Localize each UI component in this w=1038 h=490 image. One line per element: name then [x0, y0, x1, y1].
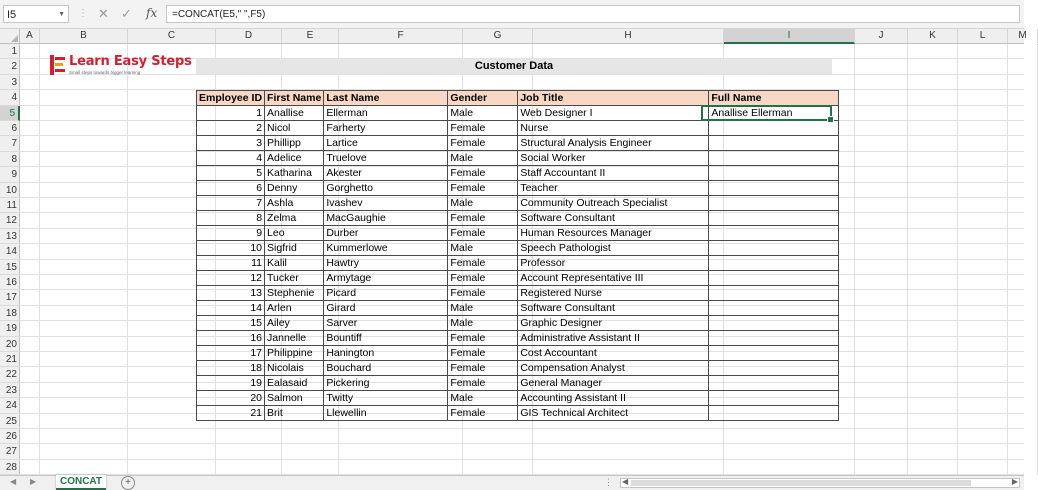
table-header-cell[interactable]: Job Title	[518, 91, 709, 106]
sheet-title[interactable]: Customer Data	[196, 59, 832, 74]
scroll-tabs-left-icon[interactable]: ◀	[10, 477, 17, 486]
table-cell[interactable]	[709, 241, 839, 256]
table-row	[197, 346, 839, 361]
table-cell[interactable]: Registered Nurse	[518, 286, 709, 301]
table-cell[interactable]: 16	[197, 331, 265, 346]
gridline	[20, 443, 1024, 444]
table-cell[interactable]: Compensation Analyst	[518, 361, 709, 376]
table-cell[interactable]: Bountiff	[324, 331, 448, 346]
table-cell[interactable]	[709, 181, 839, 196]
logo-icon	[50, 55, 65, 75]
table-cell[interactable]: Phillipp	[265, 136, 324, 151]
table-row	[197, 136, 839, 151]
table-cell[interactable]: 11	[197, 256, 265, 271]
table-header-cell[interactable]: Last Name	[324, 91, 448, 106]
row-header-27[interactable]: 27	[0, 444, 20, 459]
add-sheet-icon[interactable]: +	[121, 476, 135, 490]
insert-function-button[interactable]: fx	[146, 6, 158, 20]
row-header-10[interactable]: 10	[0, 183, 20, 198]
column-header-k[interactable]: K	[908, 29, 958, 43]
table-cell[interactable]: Zelma	[265, 211, 324, 226]
table-header-cell[interactable]: First Name	[265, 91, 324, 106]
table-cell[interactable]: 10	[197, 241, 265, 256]
horizontal-scrollbar[interactable]	[620, 478, 1020, 488]
table-cell[interactable]: 17	[197, 346, 265, 361]
column-header-i[interactable]: I	[724, 29, 855, 44]
table-cell[interactable]: GIS Technical Architect	[518, 406, 709, 421]
table-cell[interactable]	[709, 346, 839, 361]
table-cell[interactable]	[709, 301, 839, 316]
table-cell[interactable]: Ealasaid	[265, 376, 324, 391]
table-cell[interactable]: Ellerman	[324, 106, 448, 121]
table-cell[interactable]: Gorghetto	[324, 181, 448, 196]
table-cell[interactable]: Adelice	[265, 151, 324, 166]
table-cell[interactable]: Leo	[265, 226, 324, 241]
row-header-19[interactable]: 19	[0, 321, 20, 336]
table-cell[interactable]: Male	[448, 301, 518, 316]
sheet-tab-concat[interactable]: CONCAT	[56, 475, 106, 490]
table-cell[interactable]	[709, 196, 839, 211]
table-cell[interactable]	[709, 286, 839, 301]
table-header-cell[interactable]: Full Name	[709, 91, 839, 106]
table-cell[interactable]: Human Resources Manager	[518, 226, 709, 241]
table-cell[interactable]	[709, 271, 839, 286]
table-cell[interactable]: Male	[448, 391, 518, 406]
table-cell[interactable]: Female	[448, 271, 518, 286]
row-header-14[interactable]: 14	[0, 244, 20, 259]
table-cell[interactable]	[709, 256, 839, 271]
table-cell[interactable]: 20	[197, 391, 265, 406]
row-header-23[interactable]: 23	[0, 383, 20, 398]
table-cell[interactable]: Female	[448, 136, 518, 151]
table-cell[interactable]: Akester	[324, 166, 448, 181]
table-cell[interactable]	[709, 331, 839, 346]
column-header-a[interactable]: A	[20, 29, 40, 43]
table-cell[interactable]: Male	[448, 106, 518, 121]
table-cell[interactable]: Female	[448, 121, 518, 136]
table-row	[197, 241, 839, 256]
select-all-button[interactable]	[0, 29, 20, 43]
table-cell[interactable]: Denny	[265, 181, 324, 196]
formula-bar-separator-icon: ⋮	[78, 8, 88, 19]
table-cell[interactable]: Truelove	[324, 151, 448, 166]
table-cell[interactable]: Web Designer I	[518, 106, 709, 121]
column-header-f[interactable]: F	[339, 29, 463, 43]
table-cell[interactable]: 4	[197, 151, 265, 166]
table-cell[interactable]	[709, 376, 839, 391]
row-header-25[interactable]: 25	[0, 414, 20, 429]
table-cell[interactable]: Structural Analysis Engineer	[518, 136, 709, 151]
table-cell[interactable]: Female	[448, 346, 518, 361]
column-header-c[interactable]: C	[128, 29, 216, 43]
logo-tagline: Small steps towards bigger learning	[69, 70, 141, 75]
table-cell[interactable]: Community Outreach Specialist	[518, 196, 709, 211]
row-header-18[interactable]: 18	[0, 306, 20, 321]
row-header-5[interactable]: 5	[0, 106, 20, 121]
table-cell[interactable]	[709, 136, 839, 151]
table-cell[interactable]: Female	[448, 166, 518, 181]
table-cell[interactable]: Male	[448, 196, 518, 211]
table-row	[197, 271, 839, 286]
table-cell[interactable]: Katharina	[265, 166, 324, 181]
table-cell[interactable]: Salmon	[265, 391, 324, 406]
table-cell[interactable]: 18	[197, 361, 265, 376]
table-cell[interactable]	[709, 391, 839, 406]
table-cell[interactable]: 21	[197, 406, 265, 421]
table-row	[197, 391, 839, 406]
table-cell[interactable]: Philippine	[265, 346, 324, 361]
column-header-b[interactable]: B	[40, 29, 128, 43]
table-cell[interactable]: 1	[197, 106, 265, 121]
table-cell[interactable]: Female	[448, 226, 518, 241]
table-cell[interactable]	[709, 226, 839, 241]
table-cell[interactable]: Sarver	[324, 316, 448, 331]
table-cell[interactable]: Jannelle	[265, 331, 324, 346]
table-cell[interactable]: 6	[197, 181, 265, 196]
name-box-dropdown-icon[interactable]: ▼	[58, 11, 65, 18]
table-row	[197, 376, 839, 391]
table-cell[interactable]: Sigfrid	[265, 241, 324, 256]
sheet-tab-bar	[0, 475, 1024, 490]
table-cell[interactable]: Software Consultant	[518, 301, 709, 316]
column-header-l[interactable]: L	[958, 29, 1008, 43]
table-row	[197, 211, 839, 226]
table-cell[interactable]: Male	[448, 241, 518, 256]
row-header-8[interactable]: 8	[0, 152, 20, 167]
table-cell[interactable]: Professor	[518, 256, 709, 271]
row-header-1[interactable]: 1	[0, 44, 20, 59]
table-cell[interactable]: Graphic Designer	[518, 316, 709, 331]
row-header-13[interactable]: 13	[0, 229, 20, 244]
column-headers	[0, 29, 1027, 44]
table-cell[interactable]: Speech Pathologist	[518, 241, 709, 256]
table-row	[197, 151, 839, 166]
row-header-3[interactable]: 3	[0, 75, 20, 90]
row-header-12[interactable]: 12	[0, 213, 20, 228]
row-header-11[interactable]: 11	[0, 198, 20, 213]
table-cell[interactable]: Ivashev	[324, 196, 448, 211]
table-cell[interactable]: Kalil	[265, 256, 324, 271]
row-header-28[interactable]: 28	[0, 460, 20, 475]
row-header-21[interactable]: 21	[0, 352, 20, 367]
scroll-tabs-right-icon[interactable]: ▶	[30, 477, 37, 486]
row-header-17[interactable]: 17	[0, 290, 20, 305]
table-cell[interactable]: Female	[448, 256, 518, 271]
table-cell[interactable]: 14	[197, 301, 265, 316]
table-row	[197, 196, 839, 211]
table-row	[197, 406, 839, 421]
table-cell[interactable]: 7	[197, 196, 265, 211]
table-cell[interactable]	[709, 361, 839, 376]
column-header-e[interactable]: E	[282, 29, 339, 43]
table-cell[interactable]	[709, 166, 839, 181]
table-cell[interactable]: Ashla	[265, 196, 324, 211]
row-header-6[interactable]: 6	[0, 121, 20, 136]
formula-input[interactable]: =CONCAT(E5," ",F5)	[166, 5, 1020, 23]
table-cell[interactable]: 19	[197, 376, 265, 391]
table-cell[interactable]: 12	[197, 271, 265, 286]
table-cell[interactable]: Staff Accountant II	[518, 166, 709, 181]
table-cell[interactable]: Llewellin	[324, 406, 448, 421]
table-cell[interactable]: Ailey	[265, 316, 324, 331]
formula-bar	[0, 0, 1024, 29]
table-header-cell[interactable]: Employee ID	[197, 91, 265, 106]
scroll-right-icon[interactable]: ▶	[1011, 477, 1018, 486]
table-cell[interactable]: MacGaughie	[324, 211, 448, 226]
table-row	[197, 361, 839, 376]
table-cell[interactable]: Female	[448, 211, 518, 226]
table-cell[interactable]: Female	[448, 286, 518, 301]
row-header-24[interactable]: 24	[0, 398, 20, 413]
table-cell[interactable]: Brit	[265, 406, 324, 421]
worksheet-grid[interactable]	[20, 44, 1024, 475]
gridline	[957, 44, 958, 475]
table-cell[interactable]: Male	[448, 151, 518, 166]
table-cell[interactable]: Social Worker	[518, 151, 709, 166]
table-cell[interactable]: Stephenie	[265, 286, 324, 301]
row-header-16[interactable]: 16	[0, 275, 20, 290]
gridline	[20, 428, 1024, 429]
table-cell[interactable]: Administrative Assistant II	[518, 331, 709, 346]
row-header-7[interactable]: 7	[0, 136, 20, 151]
table-cell[interactable]: Twitty	[324, 391, 448, 406]
table-cell[interactable]: Armytage	[324, 271, 448, 286]
name-box-value: I5	[7, 9, 17, 21]
table-row	[197, 106, 839, 121]
table-cell[interactable]: Male	[448, 316, 518, 331]
table-cell[interactable]	[709, 151, 839, 166]
column-header-g[interactable]: G	[463, 29, 533, 43]
table-cell[interactable]: Durber	[324, 226, 448, 241]
row-header-4[interactable]: 4	[0, 90, 20, 105]
row-header-26[interactable]: 26	[0, 429, 20, 444]
name-box[interactable]	[3, 5, 69, 23]
table-cell[interactable]: Farherty	[324, 121, 448, 136]
row-headers	[0, 44, 20, 475]
column-header-j[interactable]: J	[855, 29, 908, 43]
table-cell[interactable]: 15	[197, 316, 265, 331]
gridline	[907, 44, 908, 475]
table-row	[197, 166, 839, 181]
table-row	[197, 301, 839, 316]
table-cell[interactable]: Lartice	[324, 136, 448, 151]
row-header-20[interactable]: 20	[0, 337, 20, 352]
table-row	[197, 256, 839, 271]
enter-icon[interactable]: ✓	[121, 6, 132, 21]
table-cell[interactable]: Anallise	[265, 106, 324, 121]
table-cell[interactable]: Nicol	[265, 121, 324, 136]
table-cell[interactable]: Teacher	[518, 181, 709, 196]
row-header-15[interactable]: 15	[0, 260, 20, 275]
table-cell[interactable]: Account Representative III	[518, 271, 709, 286]
table-cell[interactable]: Software Consultant	[518, 211, 709, 226]
table-header-cell[interactable]: Gender	[448, 91, 518, 106]
table-cell[interactable]: Nicolais	[265, 361, 324, 376]
table-cell[interactable]: Arlen	[265, 301, 324, 316]
column-header-h[interactable]: H	[533, 29, 724, 43]
table-cell[interactable]: Female	[448, 406, 518, 421]
table-row	[197, 121, 839, 136]
table-row	[197, 331, 839, 346]
table-cell[interactable]: Picard	[324, 286, 448, 301]
gridline	[20, 459, 1024, 460]
table-cell[interactable]: Female	[448, 331, 518, 346]
tab-split-handle-icon[interactable]: ⋮	[604, 477, 613, 487]
table-cell[interactable]: Accounting Assistant II	[518, 391, 709, 406]
scrollbar-thumb[interactable]	[631, 480, 971, 486]
table-row	[197, 226, 839, 241]
column-header-d[interactable]: D	[216, 29, 282, 43]
cancel-icon[interactable]: ✕	[98, 6, 109, 21]
table-cell[interactable]: Hanington	[324, 346, 448, 361]
row-header-2[interactable]: 2	[0, 59, 20, 74]
gridline	[1007, 44, 1008, 475]
table-cell[interactable]	[709, 316, 839, 331]
table-cell[interactable]: Anallise Ellerman	[709, 106, 839, 121]
table-cell[interactable]	[709, 406, 839, 421]
table-cell[interactable]: 8	[197, 211, 265, 226]
table-row	[197, 316, 839, 331]
table-cell[interactable]: Hawtry	[324, 256, 448, 271]
table-cell[interactable]: Female	[448, 181, 518, 196]
table-cell[interactable]: Female	[448, 361, 518, 376]
table-row	[197, 181, 839, 196]
table-cell[interactable]: Female	[448, 376, 518, 391]
table-cell[interactable]	[709, 211, 839, 226]
gridline	[39, 44, 40, 475]
table-cell[interactable]: Pickering	[324, 376, 448, 391]
gridline	[854, 44, 855, 475]
customer-data-table	[196, 90, 839, 421]
table-cell[interactable]: 3	[197, 136, 265, 151]
table-cell[interactable]: General Manager	[518, 376, 709, 391]
gridline	[127, 44, 128, 475]
table-cell[interactable]: 13	[197, 286, 265, 301]
row-header-22[interactable]: 22	[0, 367, 20, 382]
table-cell[interactable]: Cost Accountant	[518, 346, 709, 361]
table-cell[interactable]: Kummerlowe	[324, 241, 448, 256]
table-cell[interactable]: 5	[197, 166, 265, 181]
table-cell[interactable]: Bouchard	[324, 361, 448, 376]
table-cell[interactable]	[709, 121, 839, 136]
table-cell[interactable]: 9	[197, 226, 265, 241]
table-cell[interactable]: Girard	[324, 301, 448, 316]
column-header-m[interactable]: M	[1008, 29, 1038, 43]
table-row	[197, 286, 839, 301]
logo-title: Learn Easy Steps	[69, 54, 192, 69]
scroll-left-icon[interactable]: ◀	[622, 477, 629, 486]
learn-easy-steps-logo	[50, 53, 190, 81]
table-cell[interactable]: 2	[197, 121, 265, 136]
table-cell[interactable]: Tucker	[265, 271, 324, 286]
row-header-9[interactable]: 9	[0, 167, 20, 182]
table-cell[interactable]: Nurse	[518, 121, 709, 136]
